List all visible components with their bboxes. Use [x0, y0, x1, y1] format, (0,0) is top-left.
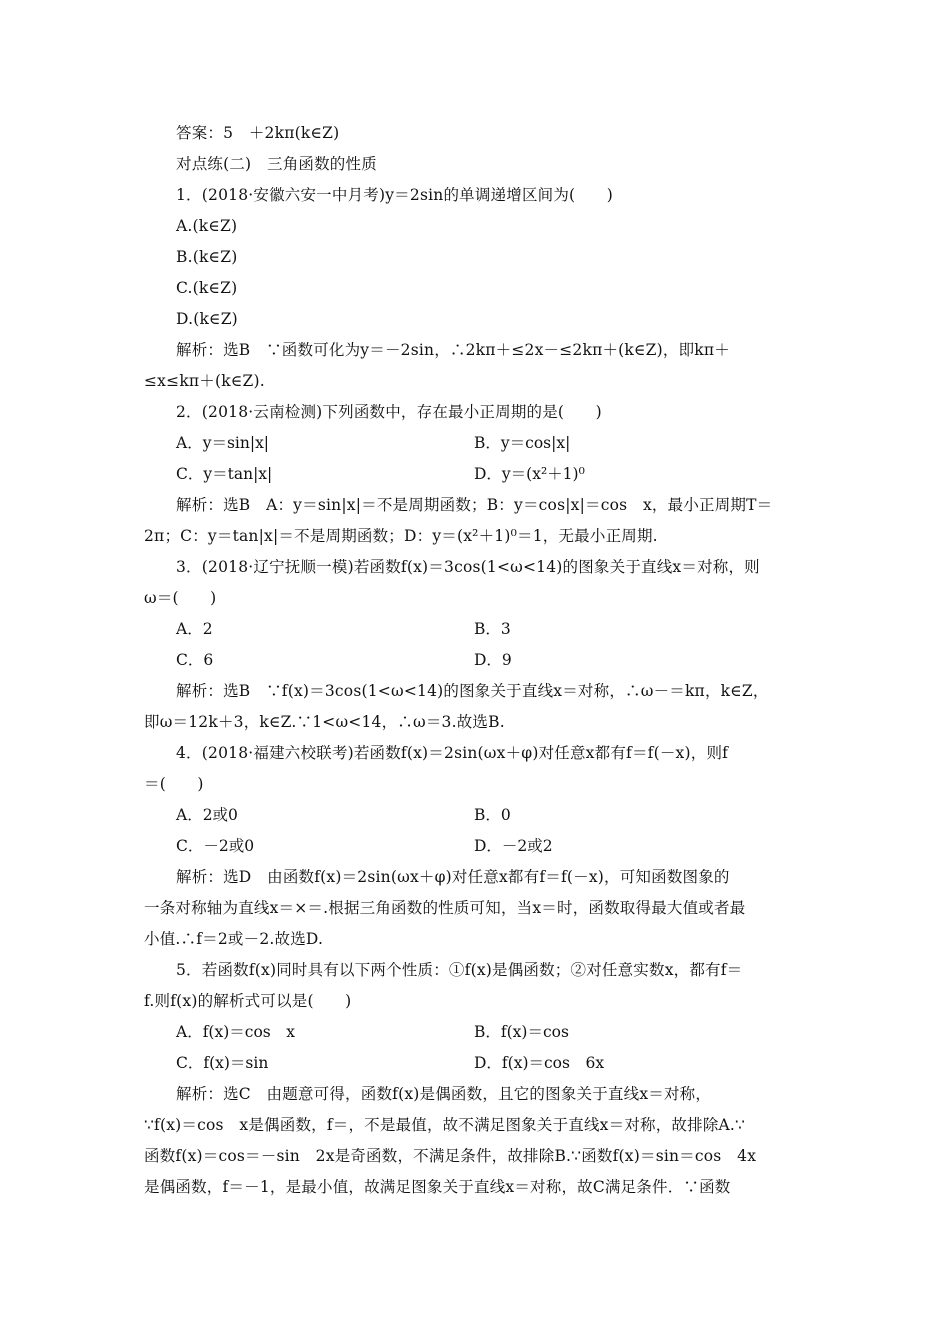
question-1-option-c: C.(k∈Z) [176, 279, 238, 297]
question-5-option-a: A．f(x)＝cos x [176, 1023, 295, 1041]
question-4-option-c: C．－2或0 [176, 837, 255, 855]
question-5-analysis-line-2: ∵f(x)＝cos x是偶函数，f＝，不是最值，故不满足图象关于直线x＝对称，故排除A.∵ [144, 1116, 746, 1134]
question-1-analysis-line-1: 解析：选B ∵函数可化为y＝－2sin，∴2kπ＋≤2x－≤2kπ＋(k∈Z)，即kπ＋ [176, 341, 730, 359]
question-1-option-a: A.(k∈Z) [176, 217, 238, 235]
question-4-option-a: A．2或0 [176, 806, 238, 824]
question-5-option-c: C．f(x)＝sin [176, 1054, 269, 1072]
question-3-option-c: C．6 [176, 651, 214, 669]
question-2-analysis-line-2: 2π；C：y＝tan|x|＝不是周期函数；D：y＝(x²＋1)⁰＝1，无最小正周期. [144, 527, 658, 545]
question-3-stem: 3．(2018·辽宁抚顺一模)若函数f(x)＝3cos(1<ω<14)的图象关于直线x＝对称，则 [176, 558, 760, 576]
question-5-stem: 5．若函数f(x)同时具有以下两个性质：①f(x)是偶函数；②对任意实数x，都有f＝ [176, 961, 743, 979]
question-4-stem: 4．(2018·福建六校联考)若函数f(x)＝2sin(ωx＋φ)对任意x都有f＝f(－x)，则f [176, 744, 729, 762]
question-4-options-row-2 [176, 831, 816, 862]
question-4-analysis-line-1: 解析：选D 由函数f(x)＝2sin(ωx＋φ)对任意x都有f＝f(－x)，可知函数图象的 [176, 868, 730, 886]
question-5-analysis-line-1: 解析：选C 由题意可得，函数f(x)是偶函数，且它的图象关于直线x＝对称， [176, 1085, 712, 1103]
question-5-stem-cont: f.则f(x)的解析式可以是( ) [144, 992, 352, 1010]
question-1-option-b: B.(k∈Z) [176, 248, 238, 266]
question-5-options-row-2 [176, 1048, 816, 1079]
question-4-option-b: B．0 [474, 806, 511, 824]
question-2-analysis-line-1: 解析：选B A：y＝sin|x|＝不是周期函数；B：y＝cos|x|＝cos x，最小正周期T＝ [176, 496, 773, 514]
question-4-options-row-1 [176, 800, 816, 831]
question-5-analysis-line-3: 函数f(x)＝cos＝－sin 2x是奇函数，不满足条件，故排除B.∵函数f(x)＝sin＝cos 4x [144, 1147, 757, 1165]
question-4-option-d: D．－2或2 [474, 837, 553, 855]
question-3-option-d: D．9 [474, 651, 512, 669]
question-3-analysis-line-1: 解析：选B ∵f(x)＝3cos(1<ω<14)的图象关于直线x＝对称，∴ω－＝kπ，k∈Z， [176, 682, 769, 700]
question-3-option-a: A．2 [176, 620, 213, 638]
question-4-stem-cont: ＝( ) [144, 775, 204, 793]
answer-line: 答案：5 ＋2kπ(k∈Z) [176, 124, 340, 142]
question-2-option-b: B．y＝cos|x| [474, 434, 571, 452]
question-2-options-row-1 [176, 428, 816, 459]
question-5-analysis-line-4: 是偶函数，f＝－1，是最小值，故满足图象关于直线x＝对称，故C满足条件．∵函数 [144, 1178, 731, 1196]
question-3-option-b: B．3 [474, 620, 511, 638]
question-2-option-c: C．y＝tan|x| [176, 465, 273, 483]
question-3-options-row-2 [176, 645, 816, 676]
question-2-options-row-2 [176, 459, 816, 490]
question-2-option-d: D．y＝(x²＋1)⁰ [474, 465, 585, 483]
question-4-analysis-line-3: 小值.∴f＝2或－2.故选D. [144, 930, 324, 948]
section-title: 对点练(二) 三角函数的性质 [176, 155, 377, 173]
question-5-options-row-1 [176, 1017, 816, 1048]
question-3-analysis-line-2: 即ω＝12k＋3，k∈Z.∵1<ω<14，∴ω＝3.故选B. [144, 713, 505, 731]
document-content [144, 118, 816, 1203]
question-3-stem-cont: ω＝( ) [144, 589, 217, 607]
question-1-analysis-line-2: ≤x≤kπ＋(k∈Z). [144, 372, 265, 390]
question-1-option-d: D.(k∈Z) [176, 310, 238, 328]
question-3-options-row-1 [176, 614, 816, 645]
question-5-option-b: B．f(x)＝cos [474, 1023, 569, 1041]
question-2-stem: 2．(2018·云南检测)下列函数中，存在最小正周期的是( ) [176, 403, 602, 421]
question-4-analysis-line-2: 一条对称轴为直线x＝×＝.根据三角函数的性质可知，当x＝时，函数取得最大值或者最 [144, 899, 746, 917]
question-5-option-d: D．f(x)＝cos 6x [474, 1054, 605, 1072]
question-1-stem: 1．(2018·安徽六安一中月考)y＝2sin的单调递增区间为( ) [176, 186, 613, 204]
question-2-option-a: A．y＝sin|x| [176, 434, 270, 452]
